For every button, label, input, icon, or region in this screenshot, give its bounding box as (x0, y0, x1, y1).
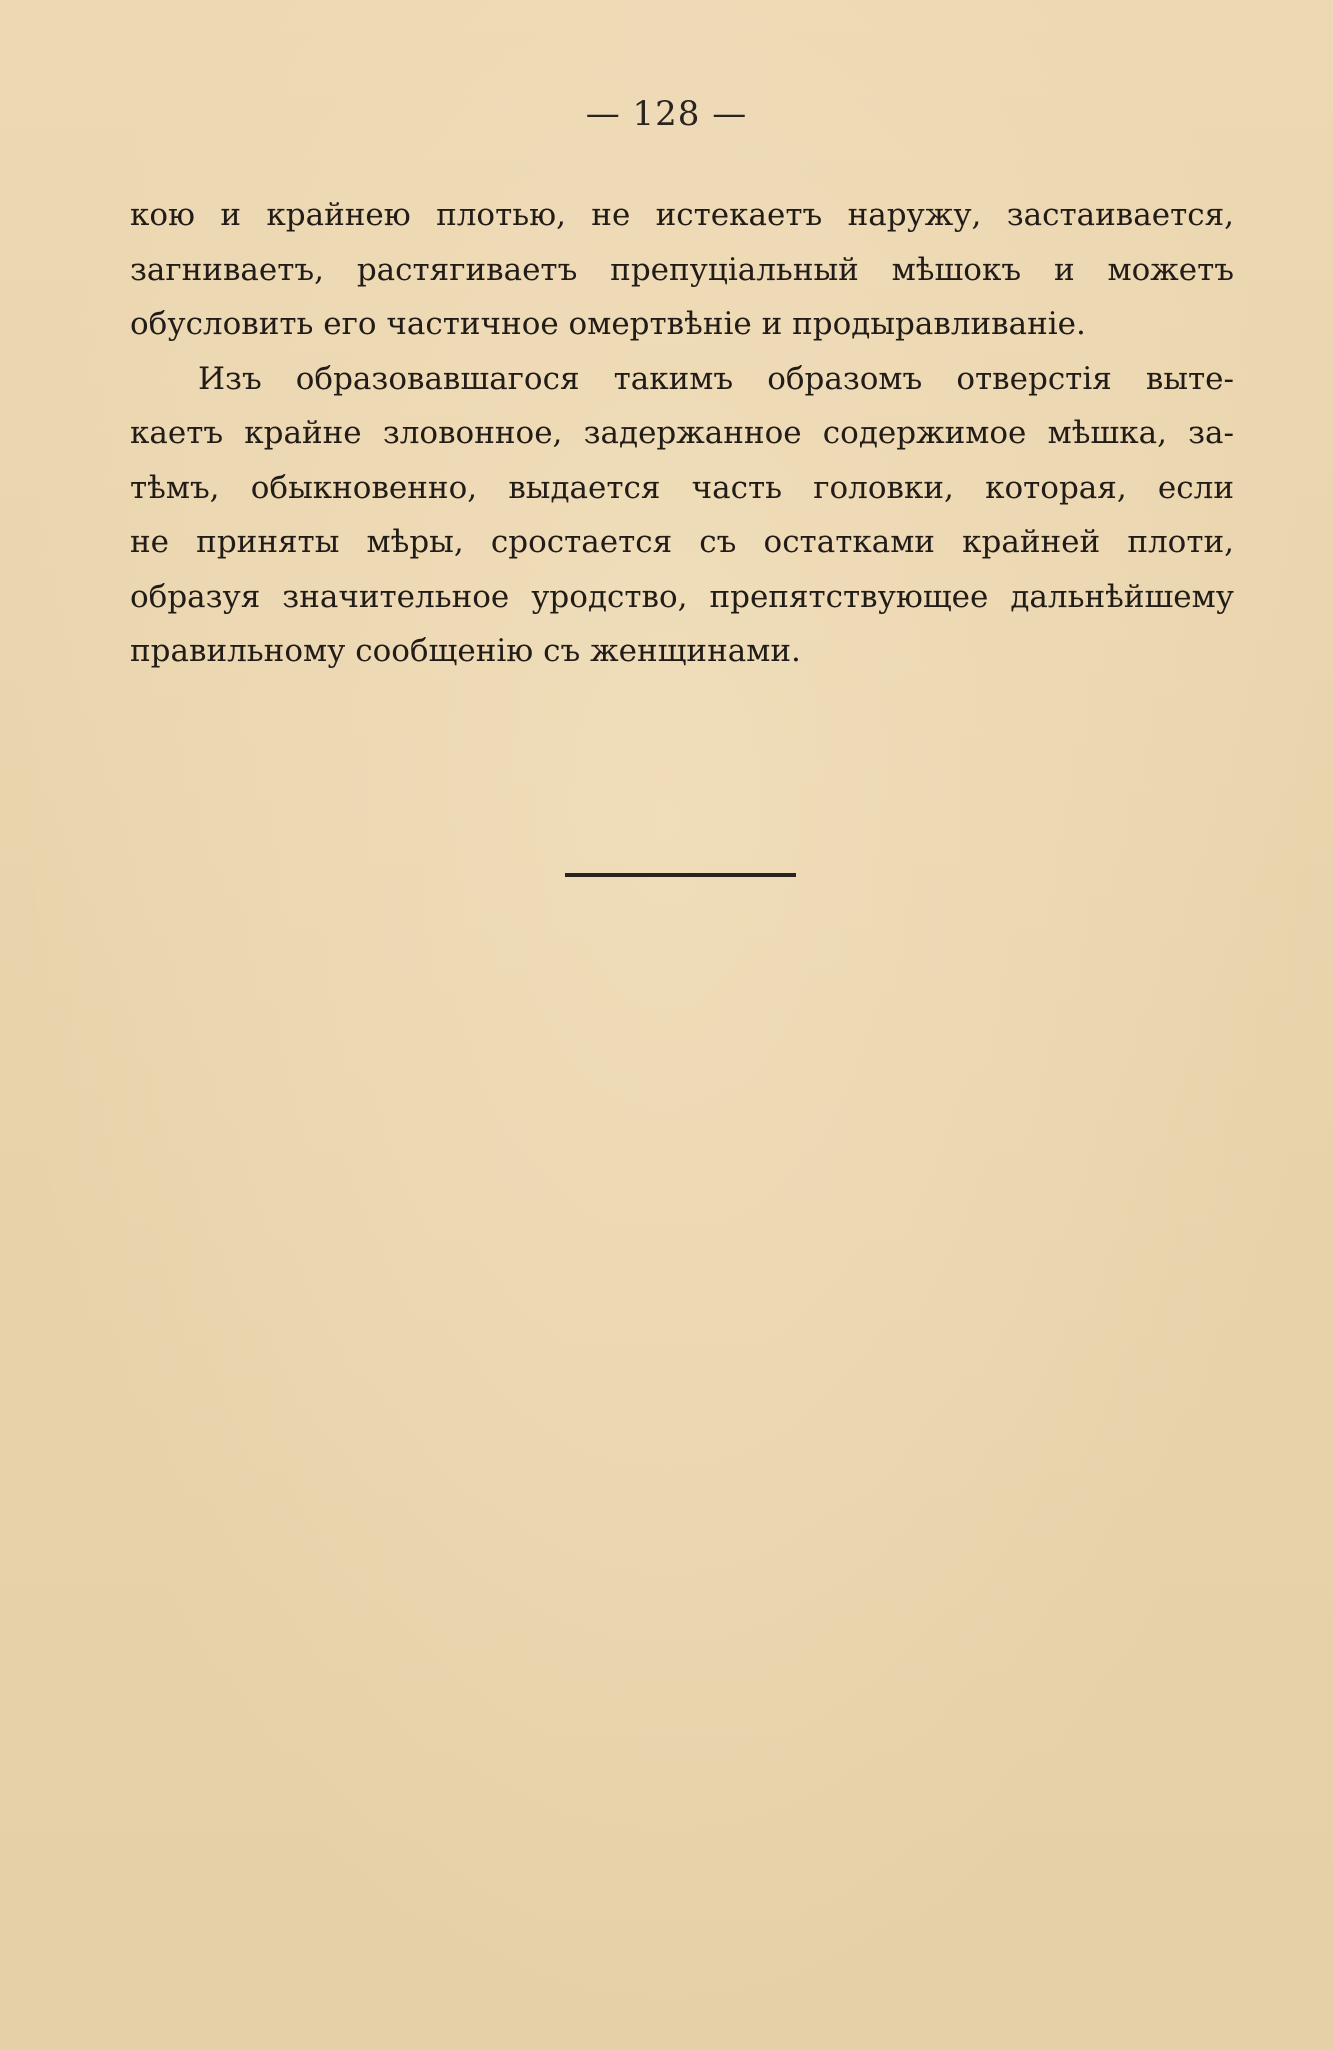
text-line: тѣмъ, обыкновенно, выдается часть головки, которая, если (130, 469, 1234, 506)
page-number: — 128 — (585, 94, 748, 134)
body-text (130, 188, 1234, 679)
text-line: Изъ образовавшагося такимъ образомъ отверстія выте- (198, 360, 1234, 397)
text-line: правильному сообщенію съ женщинами. (130, 633, 801, 669)
paragraph (130, 188, 1234, 352)
text-line: загниваетъ, растягиваетъ препуціальный мѣшокъ и можетъ (130, 251, 1234, 288)
text-line: кою и крайнею плотью, не истекаетъ наружу, застаивается, (130, 197, 1234, 233)
text-line: образуя значительное уродство, препятствующее дальнѣйшему (130, 578, 1234, 615)
text-line: каетъ крайне зловонное, задержанное содержимое мѣшка, за- (130, 415, 1234, 451)
section-end-rule (565, 873, 796, 877)
text-line: не приняты мѣры, сростается съ остатками крайней плоти, (130, 524, 1234, 560)
paragraph (130, 352, 1234, 679)
text-line: обусловить его частичное омертвѣніе и продыравливаніе. (130, 306, 1086, 342)
